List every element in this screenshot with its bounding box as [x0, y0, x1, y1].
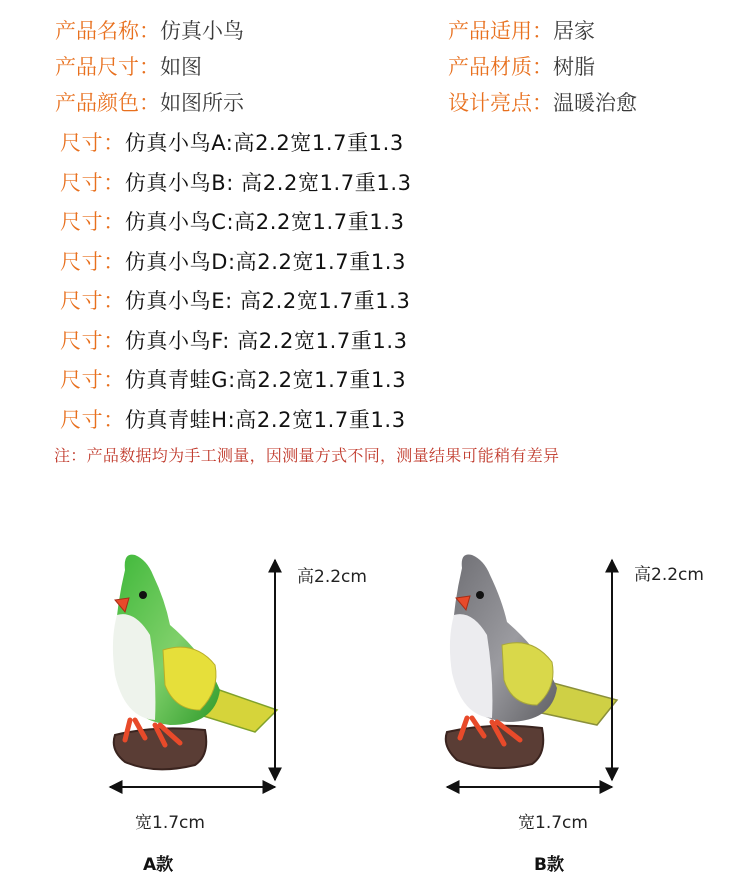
spec-row-d: [60, 249, 406, 275]
spec-label: 尺寸：: [60, 250, 125, 274]
eye: [476, 591, 484, 599]
spec-row-b: [60, 170, 412, 196]
spec-label: 尺寸：: [60, 210, 125, 234]
spec-value: 仿真小鸟F: 高2.2宽1.7重1.3: [124, 329, 408, 353]
spec-label: 尺寸：: [60, 131, 125, 155]
info-usage: [448, 18, 595, 44]
info-value: 仿真小鸟: [160, 19, 244, 43]
info-color: [55, 90, 244, 116]
info-value: 如图所示: [160, 91, 244, 115]
measurement-note: 注：产品数据均为手工测量，因测量方式不同，测量结果可能稍有差异: [54, 446, 560, 465]
info-label: 产品材质：: [448, 55, 553, 79]
info-label: 产品适用：: [448, 19, 553, 43]
info-value: 树脂: [553, 55, 595, 79]
spec-value: 仿真青蛙G:高2.2宽1.7重1.3: [124, 368, 407, 392]
spec-label: 尺寸：: [60, 329, 125, 353]
spec-label: 尺寸：: [60, 171, 125, 195]
info-label: 设计亮点：: [448, 91, 553, 115]
height-label: 高2.2cm: [297, 567, 367, 587]
info-label: 产品尺寸：: [55, 55, 160, 79]
width-label: 宽1.7cm: [518, 813, 588, 833]
spec-row-h: [60, 407, 406, 433]
info-label: 产品名称：: [55, 19, 160, 43]
info-value: 居家: [553, 19, 595, 43]
figure-caption: B款: [534, 855, 564, 875]
info-material: [448, 54, 595, 80]
spec-row-a: [60, 130, 404, 156]
spec-value: 仿真小鸟B: 高2.2宽1.7重1.3: [124, 171, 412, 195]
spec-value: 仿真小鸟A:高2.2宽1.7重1.3: [124, 131, 404, 155]
spec-row-g: [60, 367, 406, 393]
height-label: 高2.2cm: [634, 565, 704, 585]
spec-row-e: [60, 288, 410, 314]
info-size: [55, 54, 202, 80]
info-label: 产品颜色：: [55, 91, 160, 115]
info-value: 温暖治愈: [553, 91, 637, 115]
eye: [139, 591, 147, 599]
figure-caption: A款: [143, 855, 174, 875]
width-label: 宽1.7cm: [135, 813, 205, 833]
figure-a: [95, 540, 425, 880]
spec-label: 尺寸：: [60, 368, 125, 392]
spec-row-c: [60, 209, 405, 235]
spec-value: 仿真小鸟D:高2.2宽1.7重1.3: [124, 250, 407, 274]
spec-row-f: [60, 328, 408, 354]
spec-label: 尺寸：: [60, 408, 125, 432]
figure-b: [432, 540, 750, 880]
spec-value: 仿真小鸟E: 高2.2宽1.7重1.3: [124, 289, 411, 313]
spec-value: 仿真小鸟C:高2.2宽1.7重1.3: [124, 210, 405, 234]
info-value: 如图: [160, 55, 202, 79]
info-highlight: [448, 90, 637, 116]
info-name: [55, 18, 244, 44]
bird-b-illustration: [432, 540, 750, 880]
spec-value: 仿真青蛙H:高2.2宽1.7重1.3: [124, 408, 406, 432]
spec-label: 尺寸：: [60, 289, 125, 313]
